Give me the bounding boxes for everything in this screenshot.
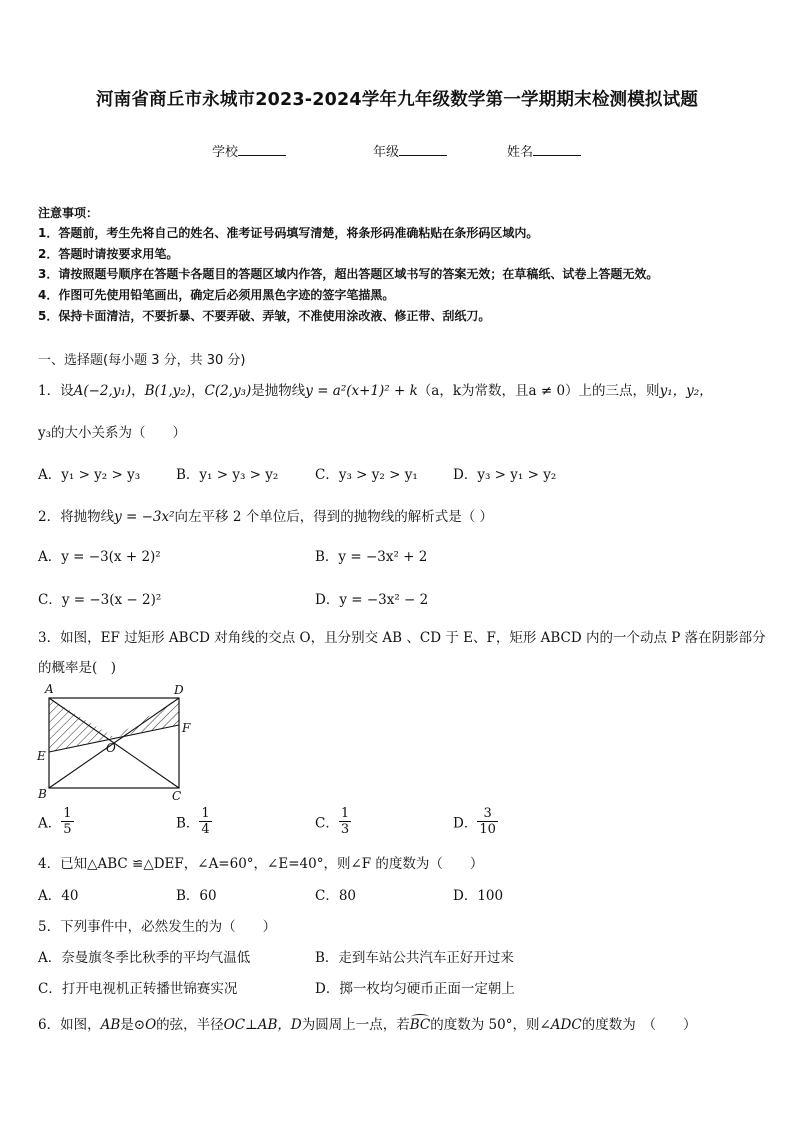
q5-option-d: D．掷一枚均匀硬币正面一定朝上 [315,981,515,997]
q5-option-c: C．打开电视机正转播世锦赛实况 [38,981,238,997]
shaded-triangle-right [114,698,179,737]
label-f: F [182,721,191,735]
q4-option-b: B．60 [176,888,217,904]
q2-option-c: C．y = −3(x − 2)² [38,592,162,608]
q3-option-b: B． $\frac{1}{4}$ [176,806,210,837]
q3-option-a: A． $\frac{1}{5}$ [38,806,72,837]
q3-option-c: C． $\frac{1}{3}$ [315,806,350,837]
q4-option-d: D．100 [453,888,504,904]
q2-option-d: D．y = −3x² − 2 [315,592,429,608]
q4-option-c: C．80 [315,888,357,904]
label-o: O [106,741,116,755]
question-2: 2．将抛物线y = −3x²向左平移 2 个单位后，得到的抛物线的解析式是（ ） [38,509,494,525]
question-3-line2: 的概率是( ) [38,660,117,676]
label-a: A [45,682,54,696]
q1-option-a: A．y₁ > y₂ > y₃ [38,467,141,483]
question-5: 5．下列事件中，必然发生的为（ ） [38,919,277,935]
q4-option-a: A．40 [38,888,79,904]
arc-bc: BC [409,1017,431,1033]
q1-option-d: D．y₃ > y₁ > y₂ [453,467,557,483]
question-4: 4．已知△ABC ≌△DEF，∠A=60°，∠E=40°，则∠F 的度数为（ ） [38,856,484,872]
note-item: 4．作图可先使用铅笔画出，确定后必须用黑色字迹的签字笔描黑。 [38,288,395,302]
label-e: E [37,749,46,763]
q2-option-b: B．y = −3x² + 2 [315,549,428,565]
question-3: 3．如图，EF 过矩形 ABCD 对角线的交点 O，且分别交 AB 、CD 于 E、F，矩形 ABCD 内的一个动点 P 落在阴影部分 [38,630,766,646]
label-c: C [172,789,182,803]
note-item: 3．请按照题号顺序在答题卡各题目的答题区域内作答，超出答题区域书写的答案无效；在草稿纸、试卷上答题无效。 [38,267,659,281]
q1-option-b: B．y₁ > y₃ > y₂ [176,467,279,483]
section-heading: 一、选择题(每小题 3 分，共 30 分) [38,353,246,368]
q1-option-c: C．y₃ > y₂ > y₁ [315,467,418,483]
question-1-line2: y₃的大小关系为（ ） [38,425,187,441]
label-b: B [38,787,47,801]
question-6: 6．如图，AB是⊙O的弦，半径OC⊥AB，D为圆周上一点，若BC的度数为 50°，则∠ADC的度数为 （ ） [38,1017,697,1033]
q2-option-a: A．y = −3(x + 2)² [38,549,161,565]
notes-heading: 注意事项： [38,206,99,220]
note-item: 1．答题前，考生先将自己的姓名、准考证号码填写清楚，将条形码准确粘贴在条形码区域内。 [38,226,539,240]
shaded-triangle-left [49,698,114,752]
q3-option-d: D． $\frac{3}{10}$ [453,806,496,837]
school-field: 学校 [212,141,286,160]
name-field: 姓名 [507,141,581,160]
label-d: D [174,683,184,697]
note-item: 2．答题时请按要求用笔。 [38,247,179,261]
q5-option-b: B．走到车站公共汽车正好开过来 [315,950,514,966]
grade-field: 年级 [373,141,447,160]
rectangle-figure [32,680,202,805]
note-item: 5．保持卡面清洁，不要折暴、不要弄破、弄皱，不准使用涂改液、修正带、刮纸刀。 [38,309,491,323]
page-title: 河南省商丘市永城市2023-2024学年九年级数学第一学期期末检测模拟试题 [95,90,699,110]
q5-option-a: A．奈曼旗冬季比秋季的平均气温低 [38,950,251,966]
question-1: 1．设A(−2,y₁)，B(1,y₂)，C(2,y₃)是抛物线y = a²(x+1)² + k（a，k为常数，且a ≠ 0）上的三点，则y₁，y₂， [38,383,713,399]
